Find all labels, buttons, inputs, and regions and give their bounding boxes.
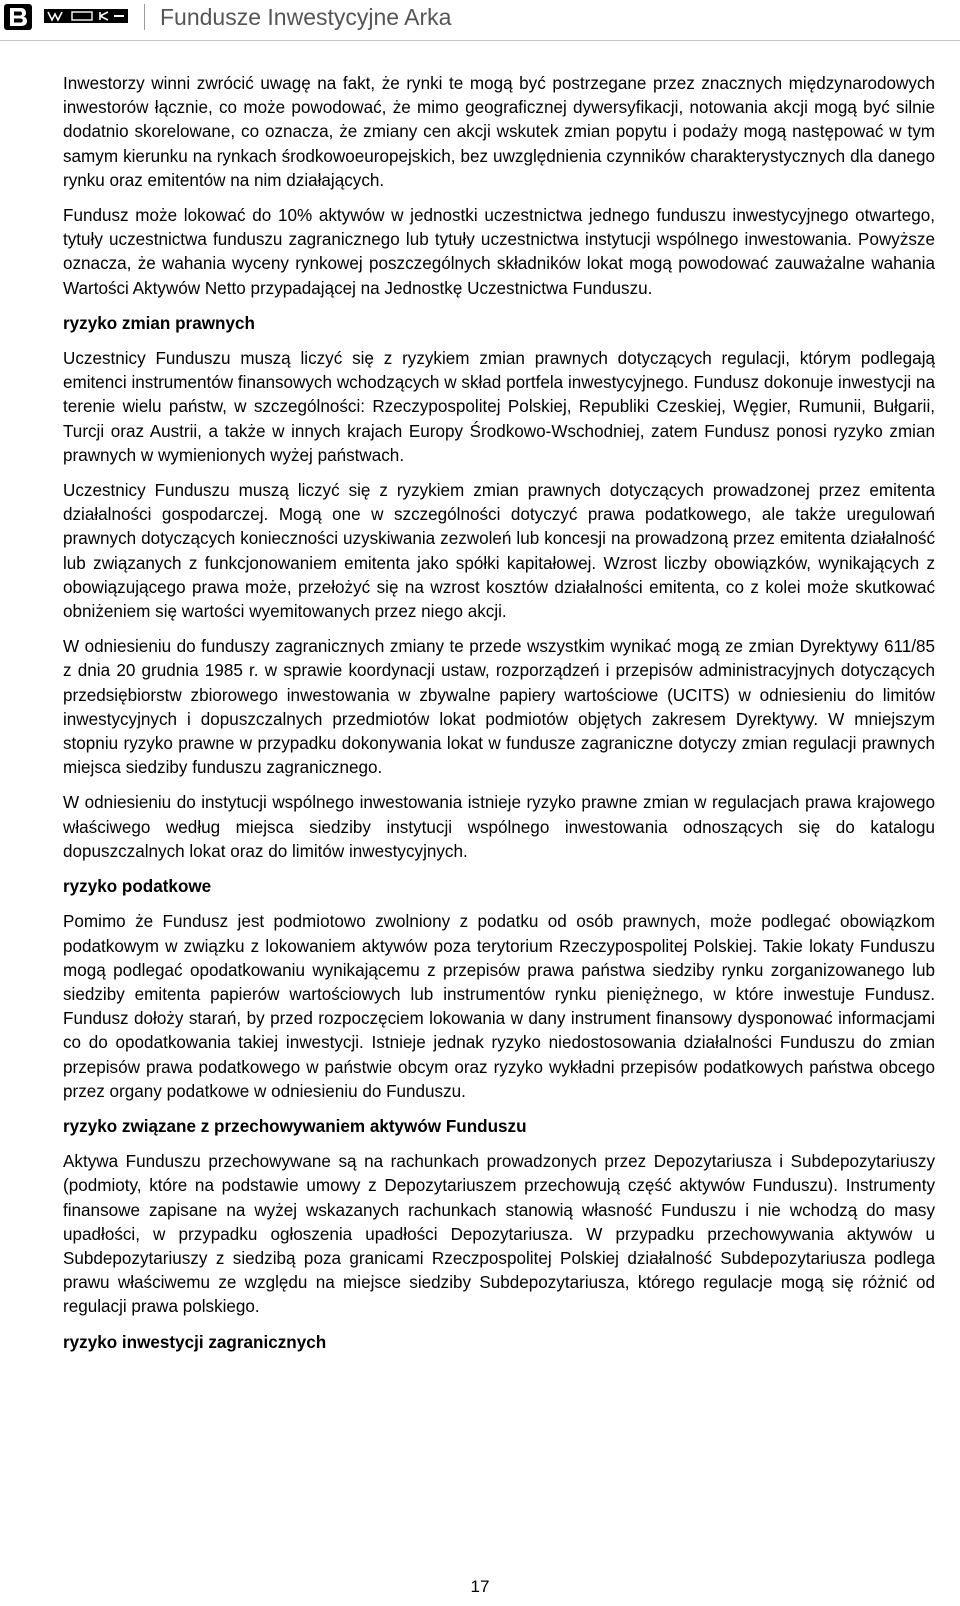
body-paragraph: Fundusz może lokować do 10% aktywów w jednostki uczestnictwa jednego funduszu inwestycyjnego otwartego, tytuły uczestnictwa funduszu zagranicznego lub tytuły uczestnictwa instytucji wspólnego inwestowania. Powyższe oznacza, że wahania wyceny rynkowej poszczególnych składników lokat mogą powodować zauważalne wahania Wartości Aktywów Netto przypadającej na Jednostkę Uczestnictwa Funduszu.	[63, 206, 935, 298]
section-heading: ryzyko zmian prawnych	[63, 313, 255, 333]
wbk-logo-wordmark	[44, 8, 128, 24]
header-title: Fundusze Inwestycyjne Arka	[160, 4, 452, 30]
body-paragraph: W odniesieniu do funduszy zagranicznych zmiany te przede wszystkim wynikać mogą ze zmian Dyrektywy 611/85 z dnia 20 grudnia 1985 r. w sprawie koordynacji ustaw, rozporządzeń i przepisów administracyjnych dotyczących przedsiębiorstw zbiorowego inwestowania w zbywalne papiery wartościowe (UCITS) w odniesieniu do limitów inwestycyjnych i dopuszczalnych przedmiotów lokat podmiotów objętych zakresem Dyrektywy. W mniejszym stopniu ryzyko prawne w przypadku dokonywania lokat w fundusze zagraniczne dotyczy zmian regulacji prawnych miejsca siedziby funduszu zagranicznego.	[63, 637, 935, 778]
body-paragraph: Uczestnicy Funduszu muszą liczyć się z ryzykiem zmian prawnych dotyczących prowadzonej przez emitenta działalności gospodarczej. Mogą one w szczególności dotyczyć prawa podatkowego, ale także uregulowań prawnych dotyczących konieczności uzyskiwania zezwoleń lub koncesji na prowadzoną przez emitenta działalność lub związanych z funkcjonowaniem emitenta jako spółki kapitałowej. Wzrost liczby obowiązków, wynikających z obowiązującego prawa może, przełożyć się na wzrost kosztów działalności emitenta, co z kolei może skutkować obniżeniem się wartości wyemitowanych przez niego akcji.	[63, 481, 935, 622]
document-body	[63, 72, 935, 1366]
bank-logo-icon	[4, 4, 32, 30]
section-heading: ryzyko podatkowe	[63, 877, 212, 897]
page-number: 17	[470, 1577, 490, 1596]
page-header	[0, 0, 960, 32]
body-paragraph: Pomimo że Fundusz jest podmiotowo zwolniony z podatku od osób prawnych, może podlegać obowiązkom podatkowym w związku z lokowaniem aktywów poza terytorium Rzeczypospolitej Polskiej. Takie lokaty Funduszu mogą podlegać opodatkowaniu wynikającemu z przepisów prawa państwa siedziby rynku zorganizowanego lub siedziby emitenta papierów wartościowych lub instrumentów rynku pieniężnego, w które inwestuje Fundusz. Fundusz dołoży starań, by przed rozpoczęciem lokowania w dany instrument finansowy dysponować informacjami co do opodatkowania takiej inwestycji. Istnieje jednak ryzyko niedostosowania działalności Funduszu do zmian przepisów prawa podatkowego w państwie obcym oraz ryzyko wykładni przepisów podatkowych państwa obcego przez organy podatkowe w odniesieniu do Funduszu.	[63, 912, 935, 1101]
section-heading: ryzyko związane z przechowywaniem aktywów Funduszu	[63, 1116, 527, 1136]
body-paragraph: Aktywa Funduszu przechowywane są na rachunkach prowadzonych przez Depozytariusza i Subdepozytariuszy (podmioty, które na podstawie umowy z Depozytariuszem przechowują część aktywów Funduszu). Instrumenty finansowe zapisane na wyżej wskazanych rachunkach stanowią własność Funduszu i nie wchodzą do masy upadłości, w przypadku ogłoszenia upadłości Depozytariusza. W przypadku przechowywania aktywów u Subdepozytariuszy z siedzibą poza granicami Rzeczpospolitej Polskiej działalność Subdepozytariusza podlega prawu właściwemu ze względu na miejsce siedziby Subdepozytariusza, którego regulacje mogą się różnić od regulacji prawa polskiego.	[63, 1152, 935, 1317]
section-heading: ryzyko inwestycji zagranicznych	[63, 1332, 327, 1352]
body-paragraph: W odniesieniu do instytucji wspólnego inwestowania istnieje ryzyko prawne zmian w regulacjach prawa krajowego właściwego według miejsca siedziby instytucji wspólnego inwestowania odnoszących się do katalogu dopuszczalnych lokat oraz do limitów inwestycyjnych.	[63, 793, 935, 861]
header-rule	[0, 40, 960, 41]
body-paragraph: Uczestnicy Funduszu muszą liczyć się z ryzykiem zmian prawnych dotyczących regulacji, którym podlegają emitenci instrumentów finansowych wchodzących w skład portfela inwestycyjnego. Fundusz dokonuje inwestycji na terenie wielu państw, w szczególności: Rzeczypospolitej Polskiej, Republiki Czeskiej, Węgier, Rumunii, Bułgarii, Turcji oraz Austrii, a także w innych krajach Europy Środkowo-Wschodniej, zatem Fundusz ponosi ryzyko zmian prawnych w wymienionych wyżej państwach.	[63, 349, 935, 465]
body-paragraph: Inwestorzy winni zwrócić uwagę na fakt, że rynki te mogą być postrzegane przez znacznych międzynarodowych inwestorów łącznie, co może powodować, że mimo geograficznej dywersyfikacji, notowania akcji mogą być silnie dodatnio skorelowane, co oznacza, że zmiany cen akcji wskutek zmian popytu i podaży mogą następować w tym samym kierunku na rynkach środkowoeuropejskich, bez uwzględnienia czynników charakterystycznych dla danego rynku oraz emitentów na nim działających.	[63, 74, 935, 190]
header-divider	[144, 4, 145, 30]
